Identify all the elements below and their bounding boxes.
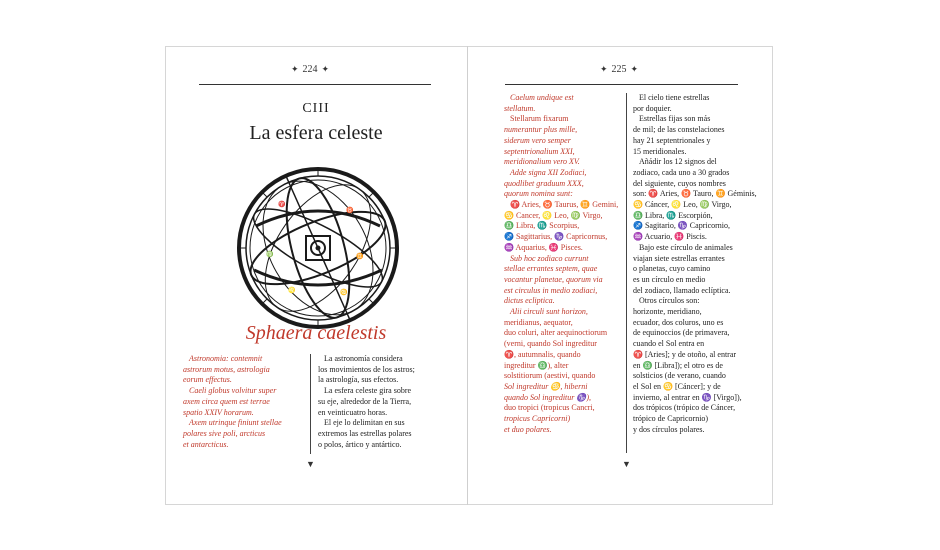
latin-line: vocantur planetae, quorum via: [504, 274, 603, 284]
latin-line: Astronomia: contemnit: [189, 354, 263, 363]
right-header-rule: [505, 84, 738, 85]
left-column-divider: [310, 354, 311, 454]
latin-line: Caelum undique est: [510, 93, 574, 102]
spanish-line: trópico de Capricornio): [633, 414, 709, 424]
spanish-line: 15 meridionales.: [633, 146, 687, 156]
right-end-ornament-icon: ▼: [622, 459, 631, 469]
latin-line: Axem utrinque finiunt stellae: [189, 418, 282, 428]
latin-line: meridianus, aequator,: [504, 317, 573, 327]
latin-line: duo tropici (tropicus Cancri,: [504, 403, 595, 413]
latin-line: meridionalium vero XV.: [504, 157, 580, 167]
latin-line: astrorum motus, astrologia: [183, 364, 270, 374]
latin-line: stellatum.: [504, 103, 536, 113]
latin-line: Alii circuli sunt horizon,: [510, 307, 588, 317]
right-folio-ornament-icon: ✦: [630, 64, 639, 74]
latin-line: ♎ Libra, ♏ Scorpius,: [504, 221, 580, 231]
right-folio-ornament-icon: ✦: [600, 64, 608, 74]
svg-text:♌: ♌: [288, 287, 296, 294]
spanish-line: del siguiente, cuyos nombres: [633, 178, 726, 188]
spanish-line: ♎ Libra, ♏ Escorpión,: [633, 210, 713, 220]
latin-line: Adde signa XII Zodiaci,: [510, 167, 587, 177]
latin-line: Sub hoc zodiaco currunt: [510, 253, 589, 263]
left-latin-column: [183, 354, 305, 450]
latin-line: eorum effectus.: [183, 375, 232, 385]
spanish-line: horizonte, meridiano,: [633, 307, 702, 317]
latin-line: numerantur plus mille,: [504, 125, 578, 135]
latin-line: axem circa quem est terrae: [183, 396, 270, 406]
latin-line: ♋ Cancer, ♌ Leo, ♍ Virgo,: [504, 210, 603, 220]
spanish-line: son: ♈ Aries, ♉ Tauro, ♊ Géminis,: [633, 189, 757, 199]
svg-text:♋: ♋: [340, 289, 348, 296]
right-column-divider: [626, 93, 627, 453]
svg-text:♉: ♉: [346, 207, 354, 214]
spanish-line: ♒ Acuario, ♓ Piscis.: [633, 232, 707, 242]
spanish-line: extremos las estrellas polares: [318, 428, 412, 438]
chapter-title: La esfera celeste: [249, 122, 383, 144]
latin-line: quando Sol ingreditur ♑),: [504, 392, 591, 402]
spanish-line: su eje, alrededor de la Tierra,: [318, 396, 412, 406]
spanish-line: ♐ Sagitario, ♑ Capricornio,: [633, 221, 731, 231]
spanish-line: es un círculo en medio: [633, 274, 706, 284]
left-folio: ✦ 224 ✦: [291, 64, 330, 75]
spanish-line: en veinticuatro horas.: [318, 407, 388, 417]
left-folio-ornament-icon: ✦: [321, 64, 330, 74]
latin-line: est circulus in medio zodiaci,: [504, 285, 598, 295]
latin-line: et duo polares.: [504, 424, 552, 434]
latin-line: spatio XXIV horarum.: [183, 407, 254, 417]
spanish-line: Añádir los 12 signos del: [639, 157, 717, 167]
chapter-number: CIII: [302, 101, 330, 116]
spanish-line: viajan siete estrellas errantes: [633, 253, 725, 263]
spanish-line: La astronomía considera: [324, 354, 403, 363]
latin-line: septentrionalium XXI,: [504, 146, 575, 156]
spanish-line: ♈ [Aries]; y de otoño, al entrar: [633, 349, 737, 359]
latin-line: duo coluri, alter aequinoctiorum: [504, 328, 608, 338]
svg-text:♊: ♊: [356, 253, 364, 260]
left-spanish-column: [318, 354, 436, 450]
book-gutter: [467, 46, 468, 505]
spanish-line: La esfera celeste gira sobre: [324, 386, 412, 396]
latin-line: (verni, quando Sol ingreditur: [504, 339, 597, 349]
svg-text:♈: ♈: [278, 201, 286, 208]
latin-line: ♈, autumnalis, quando: [504, 349, 581, 359]
spanish-line: y dos círculos polares.: [633, 424, 705, 434]
spanish-line: ecuador, dos coluros, uno es: [633, 317, 724, 327]
spanish-line: Otros círculos son:: [639, 296, 700, 306]
latin-line: quodlibet graduum XXX,: [504, 178, 584, 188]
latin-line: stellae errantes septem, quae: [504, 264, 598, 274]
spanish-line: hay 21 septentrionales y: [633, 135, 711, 145]
right-spanish-column: [633, 93, 758, 436]
latin-line: ♐ Sagittarius, ♑ Capricornus,: [504, 232, 608, 242]
latin-chapter-title: Sphaera caelestis: [245, 322, 387, 344]
right-folio: ✦ 225 ✦: [600, 64, 639, 75]
spanish-line: los movimientos de los astros;: [318, 364, 415, 374]
spanish-line: por doquier.: [633, 103, 672, 113]
latin-line: siderum vero semper: [504, 135, 571, 145]
latin-line: ingreditur ♎), alter: [504, 360, 569, 370]
spanish-line: del zodiaco, llamado eclíptica.: [633, 285, 731, 295]
spanish-line: o polos, ártico y antártico.: [318, 439, 402, 449]
spanish-line: de equinoccios (de primavera,: [633, 328, 730, 338]
left-folio-ornament-icon: ✦: [291, 64, 299, 74]
right-latin-column: [504, 93, 622, 436]
spanish-line: solsticios (de verano, cuando: [633, 371, 726, 381]
latin-line: solstitiorum (aestivi, quando: [504, 371, 596, 381]
latin-line: ♈ Aries, ♉ Taurus, ♊ Gemini,: [510, 200, 619, 210]
latin-line: et antarcticus.: [183, 439, 229, 449]
spanish-line: la astrología, sus efectos.: [318, 375, 399, 385]
spanish-line: Bajo este círculo de animales: [639, 242, 733, 252]
latin-line: dictus ecliptica.: [504, 296, 555, 306]
spanish-line: Estrellas fijas son más: [639, 114, 711, 124]
spanish-line: dos trópicos (trópico de Cáncer,: [633, 403, 736, 413]
latin-line: polares sive poli, arcticus: [183, 428, 266, 438]
spanish-line: El cielo tiene estrellas: [639, 93, 710, 102]
latin-line: Stellarum fixarum: [510, 114, 569, 124]
spanish-line: en ♎ [Libra]); el otro es de: [633, 360, 723, 370]
left-end-ornament-icon: ▼: [306, 459, 315, 469]
latin-line: Sol ingreditur ♋, hiberni: [504, 381, 588, 391]
spanish-line: ♋ Cáncer, ♌ Leo, ♍ Virgo,: [633, 200, 732, 210]
spanish-line: cuando el Sol entra en: [633, 339, 705, 349]
latin-line: tropicus Capricorni): [504, 414, 571, 424]
spanish-line: invierno, al entrar en ♑ [Virgo]),: [633, 392, 742, 402]
spanish-line: o planetas, cuyo camino: [633, 264, 711, 274]
latin-line: quorum nomina sunt:: [504, 189, 573, 199]
spanish-line: El eje lo delimitan en sus: [324, 418, 405, 428]
spanish-line: el Sol en ♋ [Cáncer]; y de: [633, 381, 721, 391]
svg-text:♍: ♍: [266, 251, 274, 258]
latin-line: Caeli globus volvitur super: [189, 386, 277, 396]
spanish-line: zodiaco, cada uno a 30 grados: [633, 167, 730, 177]
latin-line: ♒ Aquarius, ♓ Pisces.: [504, 242, 583, 252]
spanish-line: de mil; de las constelaciones: [633, 125, 725, 135]
